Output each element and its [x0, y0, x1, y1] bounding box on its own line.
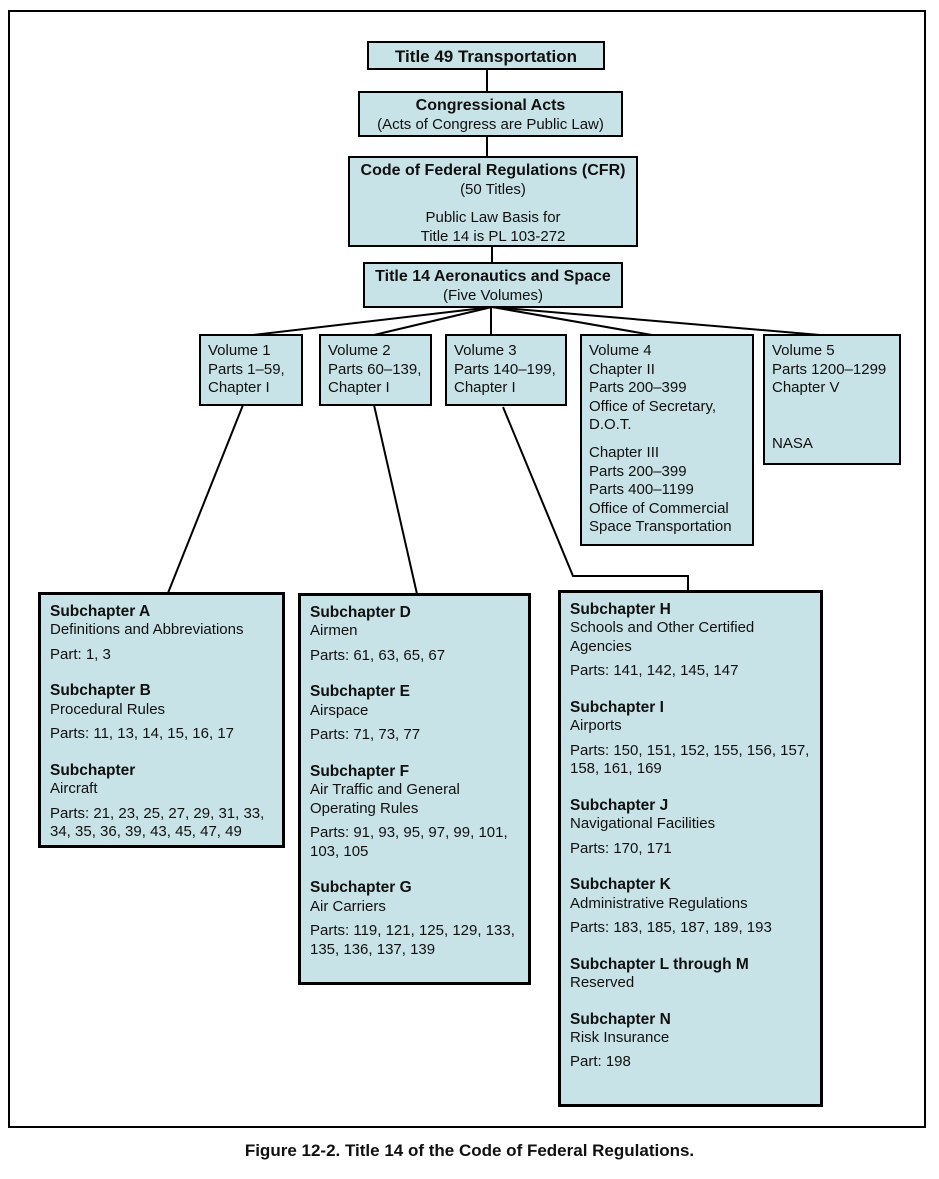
volume4-line: Parts 200–399 [589, 462, 687, 480]
subchapter-heading: Subchapter H [570, 601, 671, 618]
node-title49 [367, 41, 605, 70]
subchapter-entry [310, 603, 519, 665]
subchapter-parts: Part: 1, 3 [50, 645, 111, 663]
volume4-line: Chapter III [589, 443, 660, 461]
node-title14 [363, 262, 623, 308]
node-volume-4 [580, 334, 754, 546]
volume3-line: Chapter I [454, 379, 516, 397]
subchapter-description: Airmen [310, 622, 358, 640]
subchapter-parts: Parts: 150, 151, 152, 155, 156, 157, 158, 161, 169 [570, 741, 810, 778]
subchapter-description: Risk Insurance [570, 1028, 670, 1046]
subchapter-description: Navigational Facilities [570, 815, 716, 833]
subchapter-entry [570, 955, 811, 993]
subchapter-heading: Subchapter D [310, 604, 411, 621]
subchapter-description: Air Traffic and General Operating Rules [310, 781, 460, 817]
node-title49-label: Title 49 Transportation [394, 47, 577, 66]
subchapter-description: Aircraft [50, 780, 98, 798]
node-cfr-subtitle: (50 Titles) [460, 180, 526, 198]
node-title14-title: Title 14 Aeronautics and Space [375, 268, 611, 285]
node-title14-subtitle: (Five Volumes) [442, 286, 544, 304]
volume4-line: Office of Commercial [589, 499, 729, 517]
subchapter-parts: Parts: 141, 142, 145, 147 [570, 662, 739, 680]
volume4-line: Parts 200–399 [589, 379, 687, 397]
node-subchapters-h-n [558, 590, 823, 1107]
subchapter-entry [50, 602, 273, 664]
subchapter-entry [570, 698, 811, 779]
volume3-line: Parts 140–199, [454, 360, 556, 378]
node-congressional-acts [358, 91, 623, 137]
volume4-line: Space Transportation [589, 518, 732, 536]
subchapter-entry [570, 600, 811, 681]
node-cfr-title: Code of Federal Regulations (CFR) [360, 162, 626, 179]
volume4-line: Office of Secretary, [589, 397, 716, 415]
subchapter-heading: Subchapter [50, 761, 136, 779]
node-congressional-subtitle: (Acts of Congress are Public Law) [377, 115, 604, 133]
subchapter-entry [570, 875, 811, 937]
subchapter-heading: Subchapter E [310, 683, 410, 701]
volume5-line: Parts 1200–1299 [772, 360, 887, 378]
subchapter-entry [310, 878, 519, 959]
volume2-line: Parts 60–139, [328, 360, 422, 378]
subchapter-entry [570, 796, 811, 858]
subchapter-entry [310, 682, 519, 744]
subchapter-heading: Subchapter B [50, 682, 151, 700]
node-cfr-note-line1: Public Law Basis for [425, 209, 561, 227]
subchapter-entry [50, 681, 273, 743]
subchapter-heading: Subchapter N [570, 1010, 671, 1028]
volume1-line: Volume 1 [208, 342, 271, 359]
node-congressional-title: Congressional Acts [415, 97, 566, 114]
subchapter-parts: Parts: 170, 171 [570, 839, 672, 857]
subchapter-heading: Subchapter A [50, 603, 151, 620]
volume1-line: Parts 1–59, [208, 360, 285, 378]
subchapter-heading: Subchapter K [570, 876, 671, 894]
volume4-line: Parts 400–1199 [589, 481, 694, 499]
node-cfr [348, 156, 638, 247]
subchapter-parts: Parts: 61, 63, 65, 67 [310, 646, 446, 664]
subchapter-heading: Subchapter I [570, 699, 664, 716]
subchapter-heading: Subchapter G [310, 879, 412, 897]
subchapter-parts: Parts: 183, 185, 187, 189, 193 [570, 919, 772, 937]
figure-caption: Figure 12-2. Title 14 of the Code of Federal Regulations. [244, 1141, 695, 1160]
volume2-line: Chapter I [328, 379, 390, 397]
subchapter-description: Airspace [310, 701, 369, 719]
subchapter-description: Administrative Regulations [570, 894, 748, 912]
subchapter-heading: Subchapter L through M [570, 955, 749, 973]
subchapter-description: Definitions and Abbreviations [50, 621, 244, 639]
node-cfr-note-line2: Title 14 is PL 103-272 [420, 228, 566, 246]
volume5-nasa-label: NASA [772, 434, 813, 452]
node-volume-1 [199, 334, 303, 406]
subchapter-parts: Parts: 119, 121, 125, 129, 133, 135, 136, 137, 139 [310, 922, 515, 958]
volume2-line: Volume 2 [328, 342, 391, 359]
subchapter-entry [310, 762, 519, 862]
subchapter-parts: Parts: 21, 23, 25, 27, 29, 31, 33, 34, 35, 36, 39, 43, 45, 47, 49 [50, 804, 265, 841]
subchapter-parts: Parts: 91, 93, 95, 97, 99, 101, 103, 105 [310, 824, 508, 860]
node-subchapters-a-c [38, 592, 285, 848]
subchapter-heading: Subchapter J [570, 797, 669, 814]
subchapter-entry [570, 1010, 811, 1072]
subchapter-parts: Parts: 11, 13, 14, 15, 16, 17 [50, 725, 235, 743]
subchapter-entry [50, 761, 273, 842]
subchapter-heading: Subchapter F [310, 762, 410, 780]
volume4-line: Volume 4 [589, 342, 652, 359]
subchapter-description: Airports [570, 717, 622, 735]
node-subchapters-d-g [298, 593, 531, 985]
node-volume-3 [445, 334, 567, 406]
node-volume-5 [763, 334, 901, 465]
volume4-line: D.O.T. [589, 416, 632, 434]
subchapter-description: Procedural Rules [50, 700, 166, 718]
volume3-line: Volume 3 [454, 342, 517, 359]
subchapter-parts: Parts: 71, 73, 77 [310, 726, 421, 744]
subchapter-description: Reserved [570, 974, 635, 992]
volume5-line: Chapter V [772, 379, 840, 397]
subchapter-description: Air Carriers [310, 897, 386, 915]
volume1-line: Chapter I [208, 379, 270, 397]
subchapter-description: Schools and Other Certified Agencies [570, 619, 755, 655]
node-volume-2 [319, 334, 432, 406]
volume4-line: Chapter II [589, 360, 655, 378]
volume5-line: Volume 5 [772, 342, 835, 359]
subchapter-parts: Part: 198 [570, 1053, 631, 1071]
